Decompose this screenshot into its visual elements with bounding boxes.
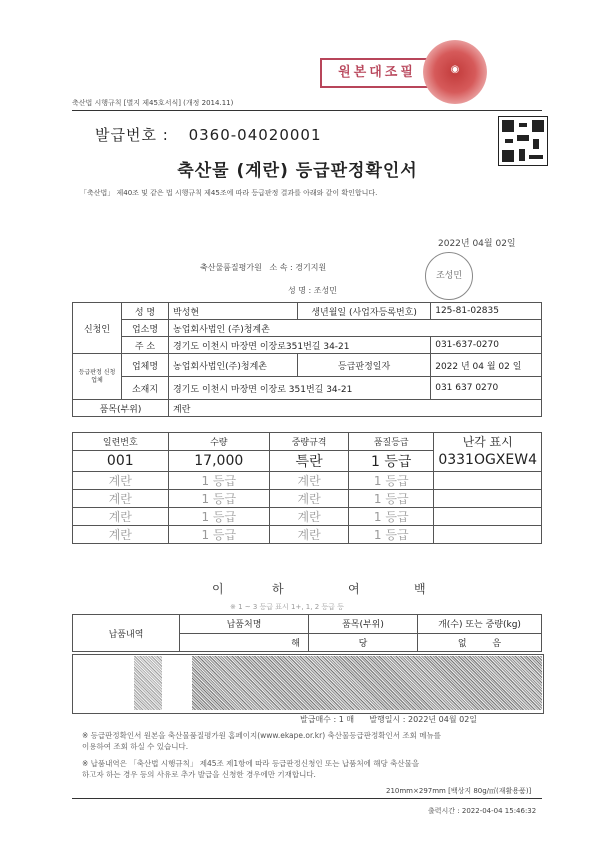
issuer-branch: 경기지원 [295, 263, 327, 272]
ghost-cell: 계란 [269, 525, 348, 543]
applicant-birth-label: 생년월일 (사업자등록번호) [298, 303, 431, 320]
red-official-seal: ◉ [423, 40, 487, 104]
header-shell: 난각 표시 [434, 433, 542, 451]
row1-size: 특란 [269, 450, 348, 471]
applicant-name: 박성현 [169, 303, 298, 320]
row1-shell: 0331OGXEW4 [434, 450, 542, 471]
delivery-col2: 품목(부위) [309, 615, 418, 634]
blank-marker-3: 여 [348, 582, 360, 596]
header-grade: 품질등급 [349, 433, 434, 451]
ghost-cell: 계란 [269, 489, 348, 507]
delivery-table [72, 614, 542, 652]
applicant-section-label: 신청인 [73, 303, 122, 354]
blank-marker-4: 백 [414, 582, 426, 596]
doc-number-value: 0360-04020001 [188, 126, 322, 144]
note-line: ※ 등급판정확인서 원본을 축산물품질평가원 홈페이지(www.ekape.or.kr) 축산물등급판정확인서 조회 메뉴를 [82, 731, 441, 740]
ghost-cell: 1 등급 [349, 471, 434, 489]
packer-addr-label: 소재지 [122, 377, 169, 400]
print-time-label: 출력시간 : [428, 807, 460, 815]
row1-qty: 17,000 [168, 450, 269, 471]
issuer-name-label: 성 명 : [288, 286, 312, 295]
grading-table [72, 302, 542, 417]
print-time-value: 2022-04-04 15:46:32 [461, 807, 537, 815]
packer-company: 농업회사법인(주)청계촌 [169, 354, 298, 377]
issue-date: 2022년 04월 02일 [438, 239, 516, 249]
applicant-company: 농업회사법인 (주)청계촌 [169, 320, 542, 337]
original-copy-stamp: 원본대조필 [320, 58, 434, 88]
delivery-label: 납품내역 [73, 615, 180, 652]
issuer-org: 축산물품질평가원 [200, 263, 262, 272]
kind-value: 계란 [169, 400, 542, 417]
issuer-line [200, 262, 326, 273]
ghost-cell: 계란 [269, 471, 348, 489]
row1-grade: 1 등급 [349, 450, 434, 471]
ghost-cell: 계란 [73, 489, 169, 507]
security-pattern-main [192, 656, 542, 710]
delivery-col3: 개(수) 또는 중량(kg) [418, 615, 542, 634]
ghost-cell-empty [434, 507, 542, 525]
document-number [95, 124, 322, 145]
issuer-name: 조성민 [313, 286, 337, 295]
applicant-addr: 경기도 이천시 마장면 이장로351번길 34-21 [169, 337, 431, 354]
note-line: 이용하여 조회 하실 수 있습니다. [82, 742, 189, 751]
delivery-blank-b: 당 [309, 633, 418, 652]
ghost-cell: 계란 [73, 507, 169, 525]
ghost-cell: 1 등급 [168, 525, 269, 543]
print-time [428, 806, 536, 816]
issuer-branch-label: 소 속 : [269, 263, 293, 272]
applicant-phone: 031-637-0270 [431, 337, 542, 354]
delivery-blank-c: 없 [457, 638, 467, 649]
packer-phone: 031 637 0270 [431, 377, 542, 400]
document-title: 축산물 (계란) 등급판정확인서 [177, 161, 418, 181]
doc-number-label: 발급번호 : [95, 126, 169, 144]
row1-lot: 001 [73, 450, 169, 471]
issue-date-value: 2022년 04월 02일 [408, 715, 478, 724]
applicant-name-label: 성 명 [122, 303, 169, 320]
ghost-cell: 1 등급 [349, 525, 434, 543]
bottom-divider [72, 798, 542, 799]
ghost-cell-empty [434, 489, 542, 507]
kind-label: 품목(부위) [73, 400, 169, 417]
blank-marker-2: 하 [272, 582, 284, 596]
packer-date-label: 등급판정일자 [298, 354, 431, 377]
intro-text: 「축산법」 제40조 및 같은 법 시행규칙 제45조에 따라 등급판정 결과를 아래와 같이 확인합니다. [80, 189, 378, 197]
grade-note: ※ 1 ~ 3 등급 표시 1+, 1, 2 등급 등 [230, 603, 344, 611]
notes [82, 730, 441, 780]
packer-section-label: 등급판정 신청 업체 [73, 354, 122, 400]
delivery-blank-1 [180, 633, 309, 652]
ghost-cell: 1 등급 [168, 507, 269, 525]
ghost-cell: 계란 [269, 507, 348, 525]
ghost-cell: 1 등급 [349, 507, 434, 525]
packer-addr: 경기도 이천시 마장면 이장로 351번길 34-21 [169, 377, 431, 400]
header-lot: 일련번호 [73, 433, 169, 451]
applicant-addr-label: 주 소 [122, 337, 169, 354]
security-pattern-left [134, 656, 162, 710]
ghost-cell: 1 등급 [168, 489, 269, 507]
delivery-blank-a: 해 [291, 638, 300, 649]
issue-date-label: 발행일시 : [369, 715, 406, 724]
form-reference: 축산법 시행규칙 [별지 제45호서식] (개정 2014.11) [72, 99, 234, 107]
ghost-cell: 계란 [73, 471, 169, 489]
ghost-cell-empty [434, 525, 542, 543]
note-line: 하고자 하는 경우 등의 사유로 추가 발급을 신청한 경우에만 기재합니다. [82, 770, 316, 779]
issue-info [300, 714, 477, 725]
inspector-seal: 조성민 [425, 252, 473, 300]
issue-count-label: 발급매수 : [300, 715, 337, 724]
delivery-col1: 납품처명 [180, 615, 309, 634]
note-line: ※ 납품내역은 「축산법 시행규칙」 제45조 제1항에 따라 등급판정신청인 또는 납품처에 해당 축산물을 [82, 759, 420, 768]
ghost-cell: 1 등급 [349, 489, 434, 507]
header-size: 중량규격 [269, 433, 348, 451]
top-divider [72, 110, 542, 111]
delivery-blank-d: 음 [492, 638, 502, 649]
paper-spec: 210mm×297mm [백상지 80g/㎡(재활용품)] [386, 787, 532, 795]
blank-marker-1: 이 [212, 582, 224, 596]
ghost-cell-empty [434, 471, 542, 489]
issuer-name-line [288, 285, 337, 296]
applicant-birth: 125-81-02835 [431, 303, 542, 320]
grade-results-table [72, 432, 542, 544]
issue-count: 1 매 [338, 715, 355, 724]
ghost-cell: 1 등급 [168, 471, 269, 489]
applicant-company-label: 업소명 [122, 320, 169, 337]
packer-date: 2022 년 04 월 02 일 [431, 354, 542, 377]
delivery-blank-cd [418, 633, 542, 652]
packer-company-label: 업체명 [122, 354, 169, 377]
ghost-cell: 계란 [73, 525, 169, 543]
header-qty: 수량 [168, 433, 269, 451]
